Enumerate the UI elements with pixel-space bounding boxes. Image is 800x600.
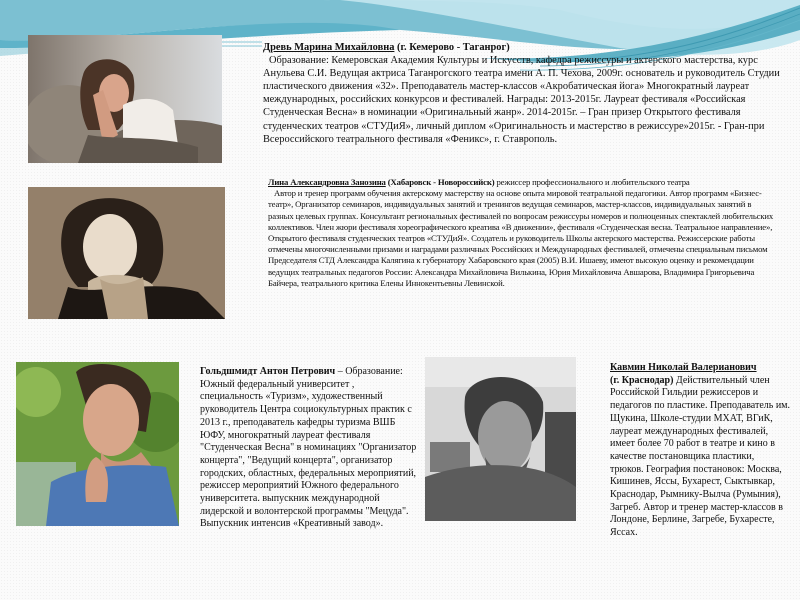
profile-photo-goldshmidt bbox=[16, 362, 179, 526]
profile-goldshmidt bbox=[200, 366, 418, 531]
profile-zanozina bbox=[268, 177, 778, 289]
profile-city: (г. Кемерово - Таганрог) bbox=[397, 42, 510, 53]
photo-woman-on-rocks-icon bbox=[28, 35, 222, 163]
photo-woman-sepia-icon bbox=[28, 187, 225, 319]
profile-photo-drev bbox=[28, 35, 222, 163]
profile-dash: – bbox=[335, 366, 346, 377]
profile-kavmin bbox=[610, 362, 790, 540]
profile-photo-kavmin bbox=[425, 357, 576, 521]
profile-photo-zanozina bbox=[28, 187, 225, 319]
profile-name: Лина Александровна Занозина bbox=[268, 177, 386, 187]
profile-drev bbox=[263, 41, 783, 146]
profile-description: Действительный член Российской Гильдии режиссеров и педагогов по пластике. Преподаватель им. Щукина, Школе-студии МХАТ, ВГиК, лауреат международных фестивалей, имеет более 70 работ в театре и кино в качестве постановщика пластики, трюков. География постановок: Москва, Кишинев, Яссы, Бухарест, Сыктывкар, Краснодар, Рымнику-Вылча (Румыния), Загреб. Автор и тренер мастер-классов в Лондоне, Берлине, Загребе, Бухаресте, Яссах. bbox=[610, 374, 791, 539]
profile-name: Древь Марина Михайловна bbox=[263, 42, 395, 53]
profile-city: (Хабаровск - Новороссийск) bbox=[387, 177, 495, 187]
photo-man-blue-shirt-icon bbox=[16, 362, 179, 526]
profile-description: Образование: Южный федеральный университет , специальность «Туризм», художественный руководитель Центра социокультурных практик с 2013 г., преподаватель кафедры туризма ВШБ ЮФУ, многократный лауреат фестиваля "Студенческая Весна" в номинациях "Организатор концерта", "Ведущий концерта", организатор городских, областных, федеральных мероприятий, режиссер мероприятий Южного федерального университета. выпускник международной лидерской и волонтерской программы "Мецуда". Выпускник интенсив «Креативный завод». bbox=[200, 366, 417, 530]
profile-description: Автор и тренер программ обучения актерскому мастерству на основе опыта мировой театральной педагогики. Автор программ «Бизнес-театр», Организатор семинаров, индивидуальных занятий и тренингов ведущая семинаров, мастер-классов, индивидуальных занятий в разных целевых группах. Консультант региональных фестивалей по вопросам режиссуры номеров и полноценных спектаклей любительских коллективов. Член жюри фестиваля хореографического креатива «В движении», фестиваля «Студенческая весна. Театральное направление», Открытого фестиваля студенческих театров «СТУДиЯ». Создатель и руководитель Школы актерского мастерства. Режиссерские работы отмечены многочисленными призами и наградами различных Российских и Международных фестивалей, отмечены специальным письмом Председателя СТД Александра Калягина к губернатору Хабаровского края (2005) В.И. Ишаеву, имеют высокую оценку и рекомендации ведущих театральных педагогов России: Александра Михайловича Вилькина, Юрия Михайловича Авшарова, Владимира Григорьевича Байчера, театрального критика Елены Иннокентьевны Левинской. bbox=[268, 188, 774, 288]
profile-name: Кавмин Николай Валерианович bbox=[610, 362, 757, 373]
profile-name: Гольдшмидт Антон Петрович bbox=[200, 366, 336, 377]
profile-lead: режиссер профессионального и любительского театра bbox=[494, 177, 690, 187]
profile-city: (г. Краснодар) bbox=[610, 374, 674, 386]
profile-description: Образование: Кемеровская Академия Культуры и Искусств, кафедра режиссуры и актерского мастерства, курс Анульева С.И. Ведущая актриса Таганрогского театра имени А. П. Чехова, 2009г. основатель и руководитель Студии пластического движения «32». Преподаватель мастер-классов «Акробатическая йога» Многократный лауреат международных, российских конкурсов и фестивалей. Награды: 2013-2015г. Лауреат фестиваля «Российская Студенческая Весна» в номинации «Оригинальный жанр». 2014-2015г. – Гран призер Открытого фестиваля студенческих театров «СТУДиЯ», личный диплом «Оригинальность и мастерство в режиссуре»2015г. - Гран-при Всероссийского театрального фестиваля «Феникс», г. Ставрополь. bbox=[263, 55, 780, 145]
photo-man-bw-icon bbox=[425, 357, 576, 521]
